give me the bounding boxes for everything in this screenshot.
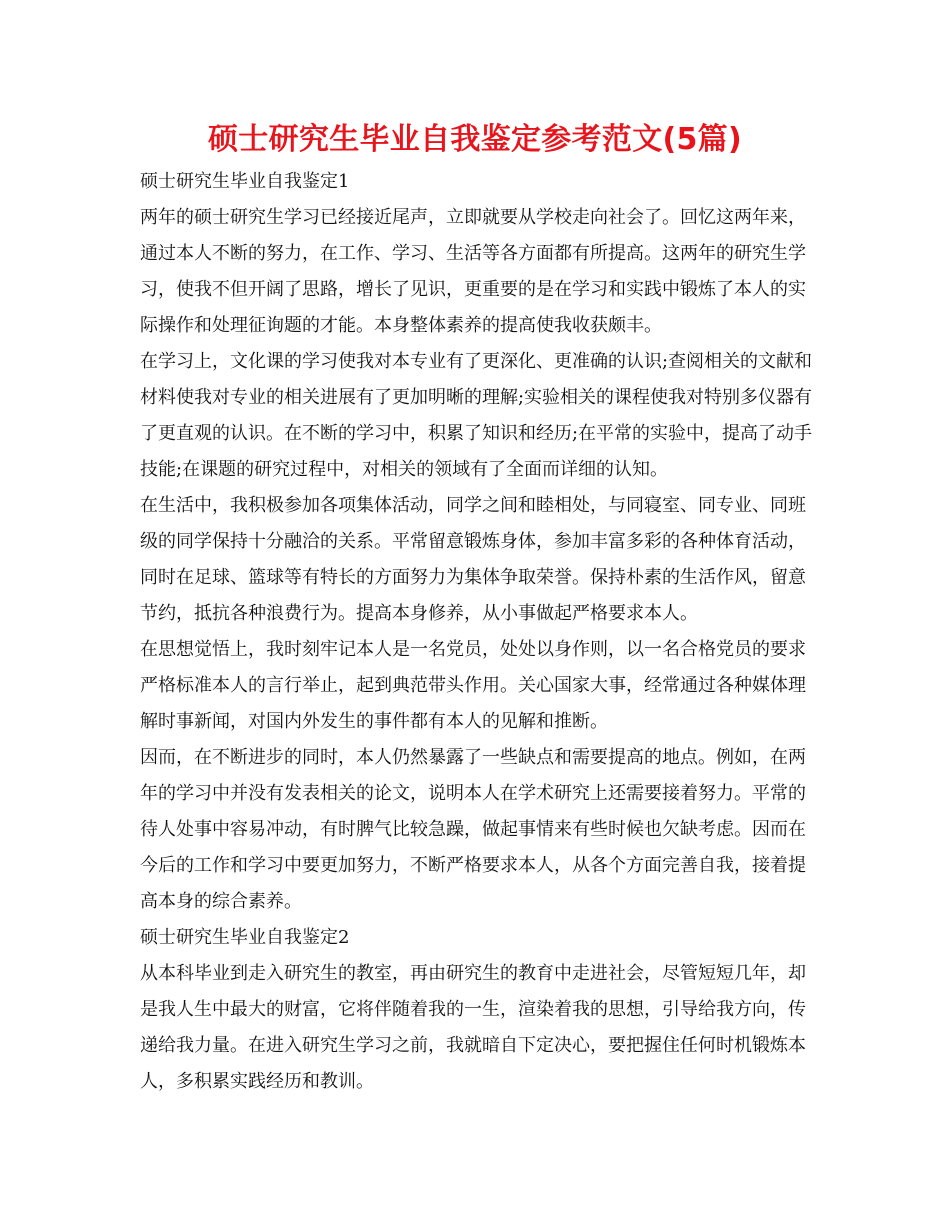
body-paragraph: 在生活中，我积极参加各项集体活动，同学之间和睦相处，与同寝室、同专业、同班级的同学保持十分融洽的关系。平常留意锻炼身体，参加丰富多彩的各种体育活动，同时在足球、篮球等有特长的方面努力为集体争取荣誉。保持朴素的生活作风，留意节约，抵抗各种浪费行为。提高本身修养，从小事做起严格要求本人。 — [140, 495, 806, 624]
section-heading: 硕士研究生毕业自我鉴定2 — [140, 927, 350, 948]
document-title: 硕士研究生毕业自我鉴定参考范文(5篇) — [208, 122, 742, 157]
body-paragraph: 两年的硕士研究生学习已经接近尾声，立即就要从学校走向社会了。回忆这两年来，通过本人不断的努力，在工作、学习、生活等各方面都有所提高。这两年的研究生学习，使我不但开阔了思路，增长了见识，更重要的是在学习和实践中锻炼了本人的实际操作和处理征询题的才能。本身整体素养的提高使我收获颇丰。 — [140, 207, 806, 336]
document-body — [140, 164, 820, 1100]
body-paragraph: 因而，在不断进步的同时，本人仍然暴露了一些缺点和需要提高的地点。例如，在两年的学习中并没有发表相关的论文，说明本人在学术研究上还需要接着努力。平常的待人处事中容易冲动，有时脾气比较急躁，做起事情来有些时候也欠缺考虑。因而在今后的工作和学习中要更加努力，不断严格要求本人，从各个方面完善自我，接着提高本身的综合素养。 — [140, 747, 806, 912]
body-paragraph: 在思想觉悟上，我时刻牢记本人是一名党员，处处以身作则，以一名合格党员的要求严格标准本人的言行举止，起到典范带头作用。关心国家大事，经常通过各种媒体理解时事新闻，对国内外发生的事件都有本人的见解和推断。 — [140, 639, 806, 732]
section-heading: 硕士研究生毕业自我鉴定1 — [140, 171, 350, 192]
body-paragraph: 在学习上，文化课的学习使我对本专业有了更深化、更准确的认识;查阅相关的文献和材料使我对专业的相关进展有了更加明晰的理解;实验相关的课程使我对特别多仪器有了更直观的认识。在不断的学习中，积累了知识和经历;在平常的实验中，提高了动手技能;在课题的研究过程中，对相关的领域有了全面而详细的认知。 — [140, 351, 813, 480]
body-paragraph: 从本科毕业到走入研究生的教室，再由研究生的教育中走进社会，尽管短短几年，却是我人生中最大的财富，它将伴随着我的一生，渲染着我的思想，引导给我方向，传递给我力量。在进入研究生学习之前，我就暗自下定决心，要把握住任何时机锻炼本人，多积累实践经历和教训。 — [140, 963, 806, 1092]
